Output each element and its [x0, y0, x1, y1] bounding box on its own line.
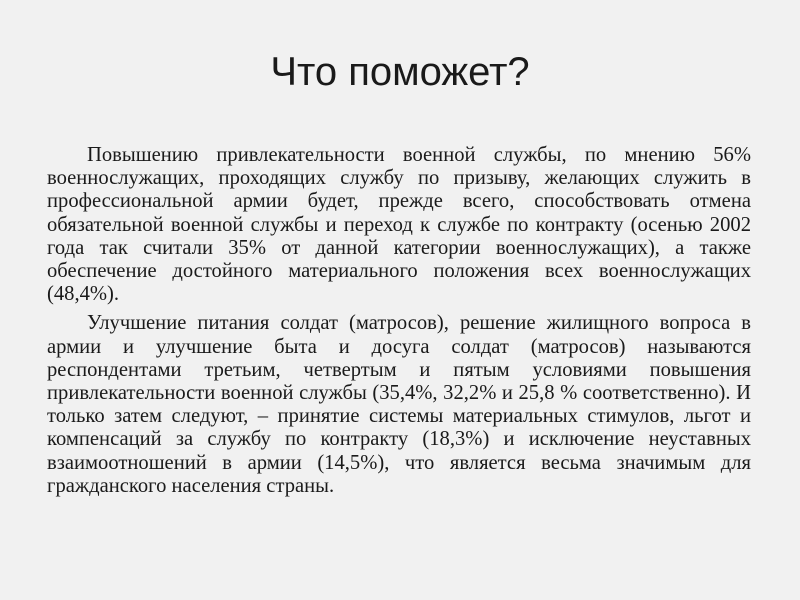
paragraph-2: Улучшение питания солдат (матросов), решение жилищного вопроса в армии и улучшение быта и досуга солдат (матросов) называются респондентами третьим, четвертым и пятым условиями повышения привлекательности военной службы (35,4%, 32,2% и 25,8 % соответственно). И только затем следуют, – принятие системы материальных стимулов, льгот и компенсаций за службу по контракту (18,3%) и исключение неуставных взаимоотношений в армии (14,5%), что является весьма значимым для гражданского населения страны. — [47, 312, 751, 497]
paragraph-1: Повышению привлекательности военной службы, по мнению 56% военнослужащих, проходящих службу по призыву, желающих служить в профессиональной армии будет, прежде всего, способствовать отмена обязательной военной службы и переход к службе по контракту (осенью 2002 года так считали 35% от данной категории военнослужащих), а также обеспечение достойного материального положения всех военнослужащих (48,4%). — [47, 144, 751, 306]
slide-title: Что поможет? — [270, 50, 530, 94]
slide-body — [47, 144, 751, 498]
